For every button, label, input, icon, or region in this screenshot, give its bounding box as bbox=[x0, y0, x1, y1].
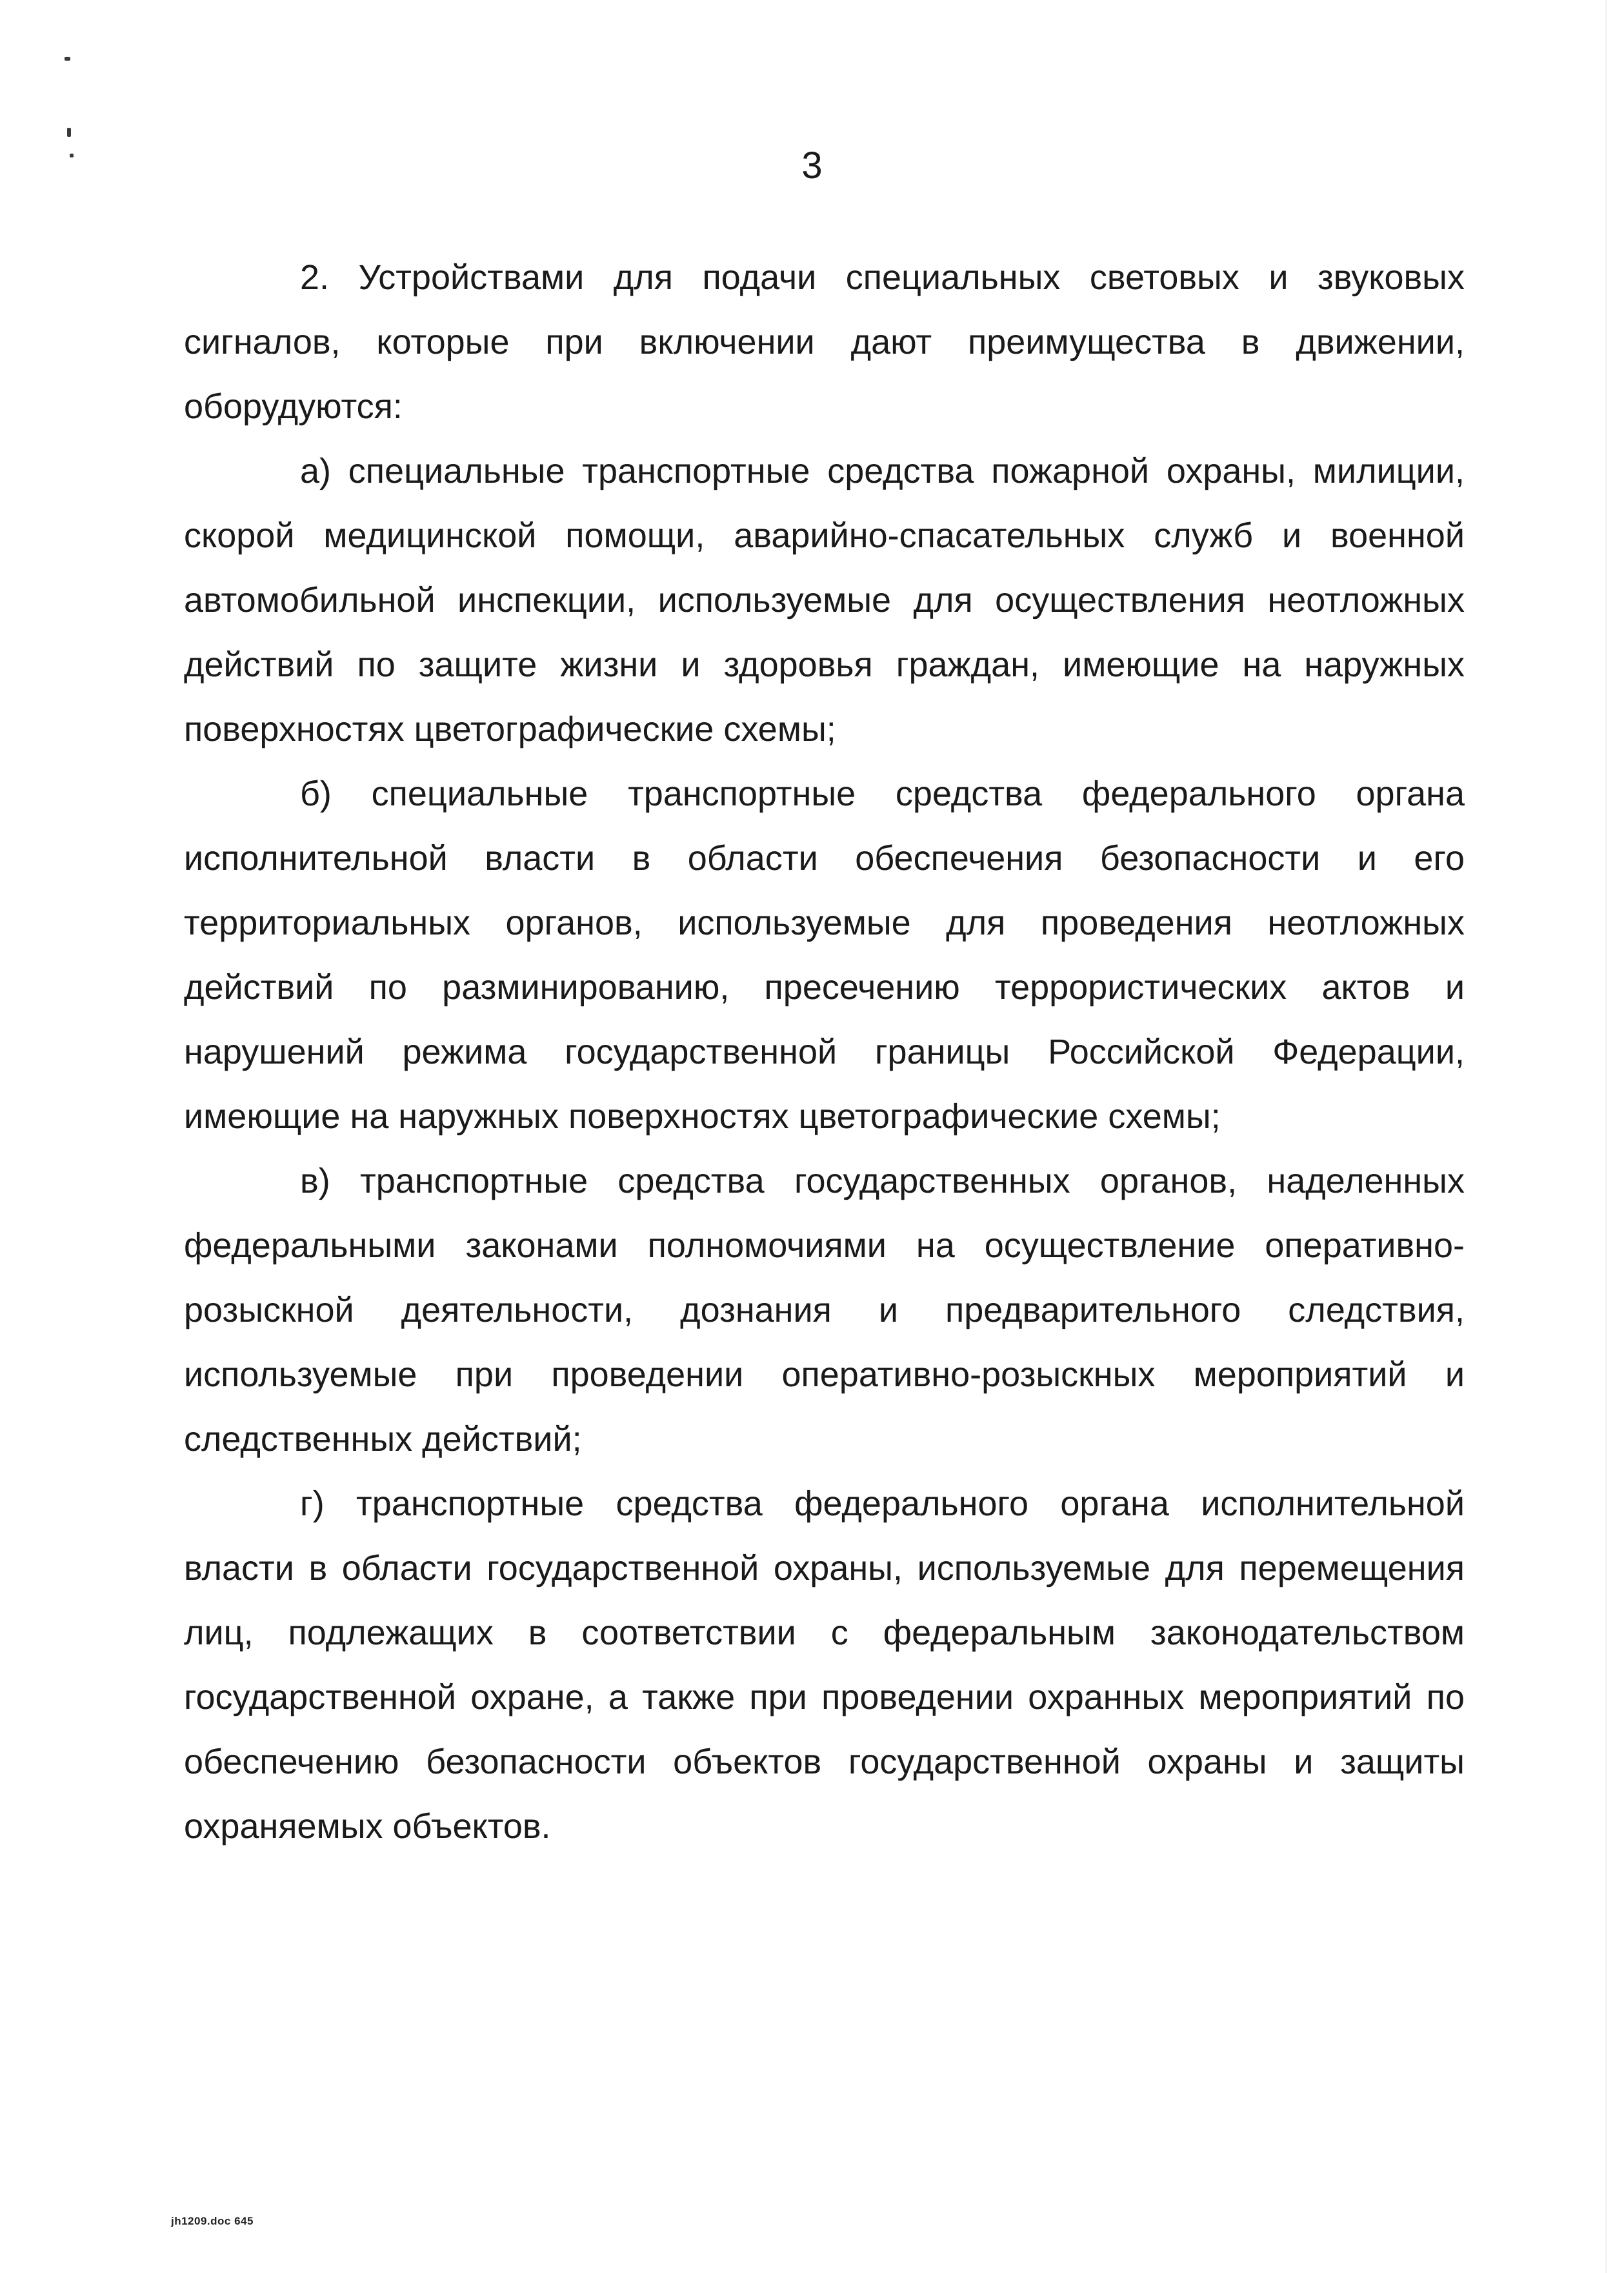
paragraph-item-b: б) специальные транспортные средства федерального органа исполнительной власти в области обеспечения безопасности и его территориальных органов, используемые для проведения неотложных действий по разминированию, пресечению террористических актов и нарушений режима государственной границы Российской Федерации, имеющие на наружных поверхностях цветографические схемы; bbox=[184, 774, 1465, 1136]
paragraph-item-v: в) транспортные средства государственных органов, наделенных федеральными законами полномочиями на осуществление оперативно-розыскной деятельности, дознания и предварительного следствия, используемые при проведении оперативно-розыскных мероприятий и следственных действий; bbox=[184, 1162, 1465, 1459]
document-body bbox=[184, 245, 1465, 1859]
paragraph-intro: 2. Устройствами для подачи специальных световых и звуковых сигналов, которые при включении дают преимущества в движении, оборудуются: bbox=[184, 258, 1465, 426]
scan-speck bbox=[67, 128, 71, 137]
scan-edge-line bbox=[1605, 0, 1607, 2273]
paragraph-item-g: г) транспортные средства федерального органа исполнительной власти в области государственной охраны, используемые для перемещения лиц, подлежащих в соответствии с федеральным законодательством государственной охране, а также при проведении охранных мероприятий по обеспечению безопасности объектов государственной охраны и защиты охраняемых объектов. bbox=[184, 1484, 1465, 1846]
scan-speck bbox=[65, 57, 70, 61]
paragraph-item-a: а) специальные транспортные средства пожарной охраны, милиции, скорой медицинской помощи, аварийно-спасательных служб и военной автомобильной инспекции, используемые для осуществления неотложных действий по защите жизни и здоровья граждан, имеющие на наружных поверхностях цветографические схемы; bbox=[184, 452, 1465, 749]
page-number: 3 bbox=[801, 145, 823, 187]
footer-file-reference: jh1209.doc 645 bbox=[171, 2215, 254, 2227]
